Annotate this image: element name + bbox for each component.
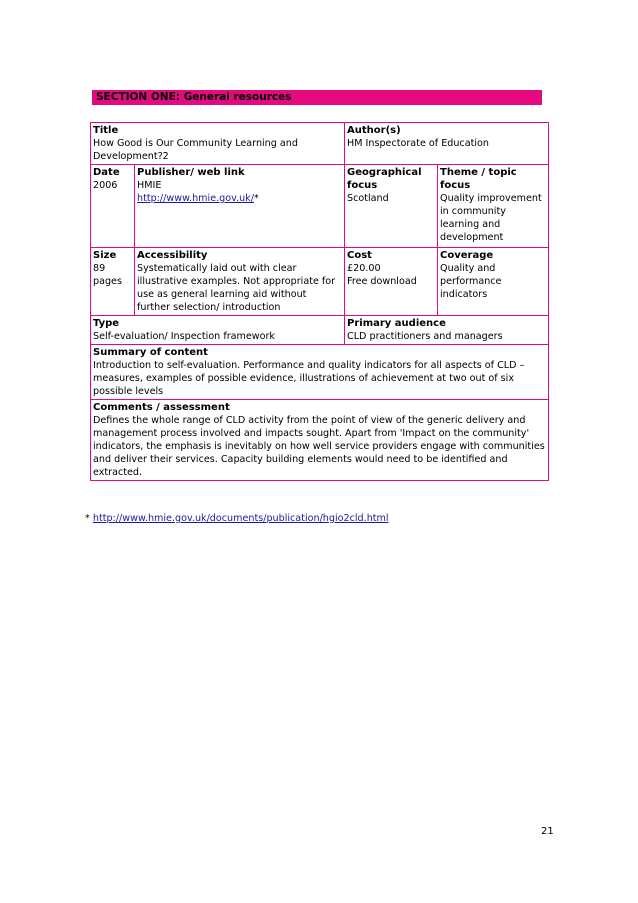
theme-cell <box>438 165 549 248</box>
authors-value: HM Inspectorate of Education <box>347 138 489 149</box>
coverage-label: Coverage <box>440 250 494 261</box>
cost-cell <box>345 248 438 316</box>
type-cell <box>91 316 345 345</box>
publisher-value: HMIE <box>137 180 162 191</box>
geo-label: Geographical focus <box>347 167 422 191</box>
comments-value: Defines the whole range of CLD activity from the point of view of the generic delivery and management process involved and impacts sought. Apart from 'Impact on the community' indicators, the emphasis is inevitably on how well service providers engage with communities and deliver their services. Capacity building elements would need to be identified and extracted. <box>93 415 545 478</box>
date-label: Date <box>93 167 120 178</box>
title-cell <box>91 123 345 165</box>
geo-value: Scotland <box>347 193 389 204</box>
geo-cell <box>345 165 438 248</box>
cost-label: Cost <box>347 250 372 261</box>
coverage-cell <box>438 248 549 316</box>
size-cell <box>91 248 135 316</box>
summary-label: Summary of content <box>93 347 208 358</box>
type-value: Self-evaluation/ Inspection framework <box>93 331 275 342</box>
audience-label: Primary audience <box>347 318 446 329</box>
cost-value: £20.00 <box>347 263 381 274</box>
date-value: 2006 <box>93 180 118 191</box>
publisher-cell <box>135 165 345 248</box>
cost-note: Free download <box>347 276 417 287</box>
table-row <box>91 123 549 165</box>
page-number: 21 <box>541 826 554 837</box>
theme-label: Theme / topic focus <box>440 167 517 191</box>
audience-value: CLD practitioners and managers <box>347 331 503 342</box>
date-cell <box>91 165 135 248</box>
accessibility-cell <box>135 248 345 316</box>
publisher-label: Publisher/ web link <box>137 167 245 178</box>
authors-label: Author(s) <box>347 125 401 136</box>
theme-value: Quality improvement in community learning and development <box>440 193 542 243</box>
comments-cell <box>91 400 549 481</box>
authors-cell <box>345 123 549 165</box>
size-label: Size <box>93 250 117 261</box>
table-row <box>91 316 549 345</box>
summary-cell <box>91 345 549 400</box>
accessibility-value: Systematically laid out with clear illustrative examples. Not appropriate for use as general learning aid without further selection/ introduction <box>137 263 336 313</box>
size-value: 89 pages <box>93 263 122 287</box>
publisher-link[interactable]: http://www.hmie.gov.uk/ <box>137 193 254 204</box>
type-label: Type <box>93 318 120 329</box>
audience-cell <box>345 316 549 345</box>
footnote-link[interactable]: http://www.hmie.gov.uk/documents/publication/hgio2cld.html <box>92 513 389 524</box>
title-label: Title <box>93 125 119 136</box>
table-row <box>91 400 549 481</box>
table-row <box>91 248 549 316</box>
section-title: SECTION ONE: General resources <box>92 90 542 105</box>
table-row <box>91 345 549 400</box>
publisher-link-marker: * <box>253 193 259 204</box>
resource-table <box>90 122 549 481</box>
table-row <box>91 165 549 248</box>
footnote <box>85 513 389 524</box>
accessibility-label: Accessibility <box>137 250 208 261</box>
coverage-value: Quality and performance indicators <box>440 263 502 300</box>
title-value: How Good is Our Community Learning and Development?2 <box>93 138 298 162</box>
summary-value: Introduction to self-evaluation. Performance and quality indicators for all aspects of CLD – measures, examples of possible evidence, illustrations of achievement at two out of six possible levels <box>93 360 525 397</box>
footnote-marker: * <box>85 513 90 524</box>
comments-label: Comments / assessment <box>93 402 230 413</box>
